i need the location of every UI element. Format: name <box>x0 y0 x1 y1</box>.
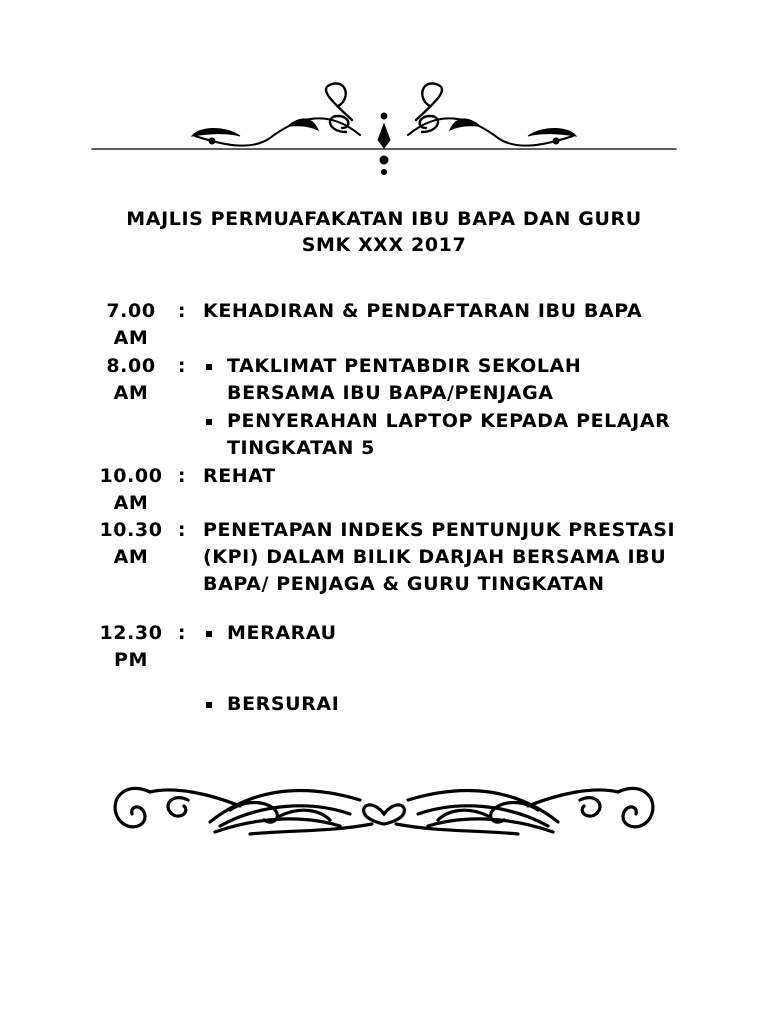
page-title <box>0 206 768 258</box>
time-separator: : <box>177 355 187 377</box>
time-separator: : <box>177 622 187 644</box>
bullet-square-icon <box>206 702 212 708</box>
bullet-square-icon <box>206 364 212 370</box>
activity-text: REHAT <box>203 465 276 487</box>
title-line-1: MAJLIS PERMUAFAKATAN IBU BAPA DAN GURU <box>126 208 642 230</box>
time-separator: : <box>177 519 187 541</box>
title-line-2: SMK XXX 2017 <box>301 234 467 256</box>
list-item: BERSURAI <box>203 691 703 718</box>
time-label: 7.00 AM <box>106 300 156 349</box>
time-label: 12.30 PM <box>99 622 163 671</box>
time-label: 10.00 AM <box>99 465 163 514</box>
bullet-square-icon <box>206 419 212 425</box>
time-separator: : <box>177 465 187 487</box>
activity-bullet-list <box>203 353 703 463</box>
activity-bullet-list <box>203 620 703 648</box>
flourish-divider-icon <box>0 80 768 180</box>
activity-bullet-list <box>203 691 703 719</box>
list-item: TAKLIMAT PENTABDIR SEKOLAH BERSAMA IBU BAPA/PENJAGA <box>203 353 703 407</box>
list-item: PENYERAHAN LAPTOP KEPADA PELAJAR TINGKATAN 5 <box>203 408 703 462</box>
scroll-border-icon <box>0 770 768 860</box>
time-label: 8.00 AM <box>106 355 156 404</box>
bullet-square-icon <box>206 631 212 637</box>
activity-text: KEHADIRAN & PENDAFTARAN IBU BAPA <box>203 300 643 322</box>
time-separator: : <box>177 300 187 322</box>
list-item: MERARAU <box>203 620 703 647</box>
activity-text: PENETAPAN INDEKS PENTUNJUK PRESTASI (KPI) DALAM BILIK DARJAH BERSAMA IBU BAPA/ PENJAGA & GURU TINGKATAN <box>203 519 676 595</box>
time-label: 10.30 AM <box>99 519 163 568</box>
